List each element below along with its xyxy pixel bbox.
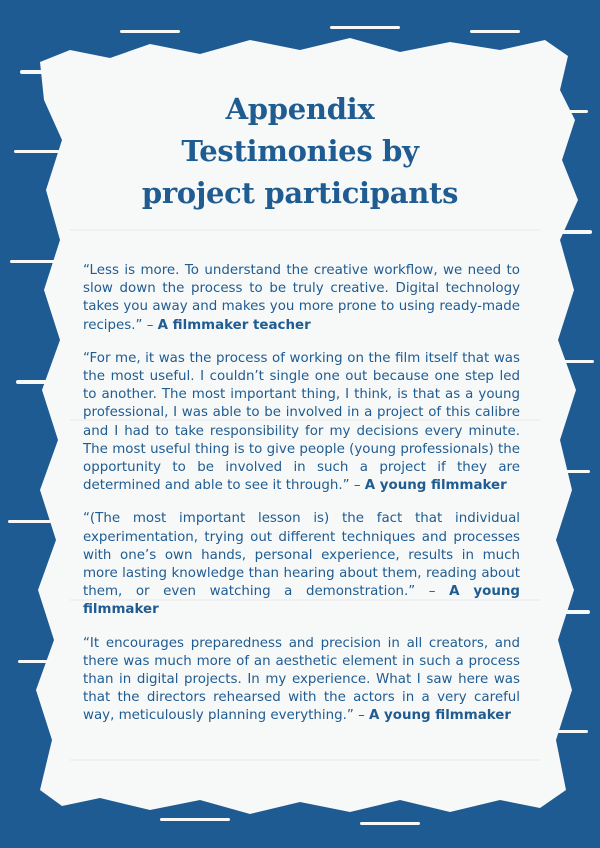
testimony-quote: “Less is more. To understand the creative workflow, we need to slow down the process to be truly creative. Digital technology takes you away and makes you more prone to using ready-made recipes.” – bbox=[83, 263, 520, 333]
testimony-3 bbox=[83, 510, 520, 619]
page-title bbox=[0, 88, 600, 214]
title-line-3: project participants bbox=[141, 176, 459, 210]
testimonies-list bbox=[83, 262, 520, 741]
testimony-author: A young filmmaker bbox=[83, 584, 520, 618]
title-line-1: Appendix bbox=[225, 92, 375, 126]
testimony-quote: “(The most important lesson is) the fact that individual experimentation, trying out different techniques and processes with one’s own hands, personal experience, results in much more lasting knowledge than hearing about them, reading about them, or even watching a demonstration.” – bbox=[83, 511, 520, 600]
testimony-author: A filmmaker teacher bbox=[157, 317, 311, 333]
testimony-author: A young filmmaker bbox=[369, 708, 511, 724]
testimony-4 bbox=[83, 635, 520, 726]
testimony-quote: “It encourages preparedness and precision in all creators, and there was much more of an aesthetic element in such a process than in digital projects. In my experience. What I saw here was that the directors rehearsed with the actors in a very careful way, meticulously planning everything.” – bbox=[83, 635, 520, 724]
testimony-1 bbox=[83, 262, 520, 335]
testimony-2 bbox=[83, 350, 520, 496]
testimony-quote: “For me, it was the process of working on the film itself that was the most useful. I couldn’t single one out because one step led to another. The most important thing, I think, is that as a young professional, I was able to be involved in a project of this calibre and I had to take responsibility for my decisions every minute. The most useful thing is to give people (young professionals) the opportunity to be involved in such a project if they are determined and able to see it through.” – bbox=[83, 350, 520, 494]
title-line-2: Testimonies by bbox=[181, 134, 419, 168]
testimony-author: A young filmmaker bbox=[364, 478, 507, 494]
